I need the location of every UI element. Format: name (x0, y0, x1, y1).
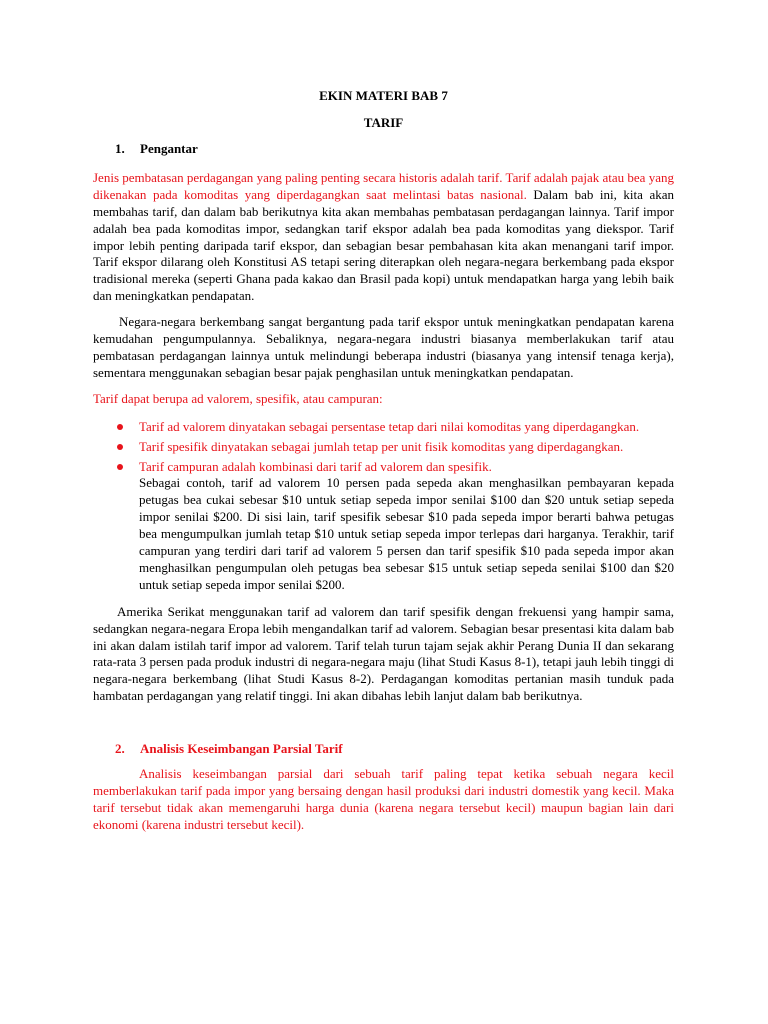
section-1-number: 1. (115, 141, 125, 156)
bullet-icon (117, 424, 123, 430)
list-item-text: Tarif campuran adalah kombinasi dari tarif ad valorem dan spesifik. (139, 458, 492, 474)
section-2-title: Analisis Keseimbangan Parsial Tarif (140, 741, 343, 757)
document-page (93, 84, 674, 834)
tariff-types-list (93, 419, 674, 476)
section-1-heading (115, 141, 674, 158)
section-2-paragraph-1: Analisis keseimbangan parsial dari sebuah tarif paling tepat ketika sebuah negara kecil memberlakukan tarif pada impor yang bersaing dengan hasil produksi dari industri domestik yang kecil. Maka tarif tersebut tidak akan memengaruhi harga dunia (karena negara tersebut kecil) maupun bagian lain dari ekonomi (karena industri tersebut kecil). (93, 766, 674, 832)
document-subtitle: TARIF (363, 115, 404, 130)
tariff-example-paragraph: Sebagai contoh, tarif ad valorem 10 persen pada sepeda akan menghasilkan pembayaran kepada petugas bea cukai sebesar $10 untuk setiap sepeda impor senilai $100 dan $20 untuk setiap sepeda impor senilai $200. Di sisi lain, tarif spesifik sebesar $10 pada sepeda impor berarti bahwa petugas bea mengumpulkan jumlah tetap $10 untuk setiap sepeda impor terlepas dari harganya. Terakhir, tarif campuran yang terdiri dari tarif ad valorem 5 persen dan tarif spesifik $10 pada sepeda impor akan menghasilkan pengumpulan oleh petugas bea sebesar $15 untuk setiap sepeda senilai $100 dan $20 untuk setiap sepeda impor senilai $200. (139, 475, 674, 592)
list-item (139, 459, 674, 476)
list-item (139, 419, 674, 436)
tariff-types-intro: Tarif dapat berupa ad valorem, spesifik, atau campuran: (93, 390, 383, 406)
bullet-icon (117, 464, 123, 470)
list-item-text: Tarif ad valorem dinyatakan sebagai persentase tetap dari nilai komoditas yang diperdagangkan. (139, 418, 640, 434)
list-item-text: Tarif spesifik dinyatakan sebagai jumlah tetap per unit fisik komoditas yang diperdagangkan. (139, 438, 624, 454)
section-1-paragraph-3: Amerika Serikat menggunakan tarif ad valorem dan tarif spesifik dengan frekuensi yang hampir sama, sedangkan negara-negara Eropa lebih mengandalkan tarif ad valorem. Sebagian besar presentasi kita dalam bab ini akan dalam istilah tarif impor ad valorem. Tarif telah turun tajam sejak akhir Perang Dunia II dan sekarang rata-rata 3 persen pada produk industri di negara-negara maju (lihat Studi Kasus 8-1), tetapi jauh lebih tinggi di negara-negara berkembang (lihat Studi Kasus 8-2). Perdagangan komoditas pertanian masih tunduk pada hambatan perdagangan yang relatif tinggi. Ini akan dibahas lebih lanjut dalam bab berikutnya. (93, 603, 674, 704)
bullet-icon (117, 444, 123, 450)
section-1-paragraph-1-rest: Dalam bab ini, kita akan membahas tarif, dan dalam bab berikutnya kita akan membahas pembatasan perdagangan lainnya. Tarif impor adalah bea pada komoditas impor, sedangkan tarif ekspor adalah bea pada komoditas yang diekspor. Tarif impor lebih penting daripada tarif ekspor, dan sebagian besar pembahasan kita akan menangani tarif impor. Tarif ekspor dilarang oleh Konstitusi AS tetapi sering diterapkan oleh negara-negara berkembang pada ekspor tradisional mereka (seperti Ghana pada kakao dan Brasil pada kopi) untuk mendapatkan harga yang lebih baik dan meningkatkan pendapatan. (93, 186, 674, 304)
tariff-definition-highlight: Jenis pembatasan perdagangan yang paling penting secara historis adalah tarif. Tarif adalah pajak atau bea yang dikenakan pada komoditas yang diperdagangkan saat melintasi batas nasional. (93, 169, 674, 202)
section-2-heading (115, 741, 674, 758)
section-2-number: 2. (115, 741, 125, 757)
section-1-title: Pengantar (140, 141, 198, 156)
section-1-paragraph-2: Negara-negara berkembang sangat bergantung pada tarif ekspor untuk meningkatkan pendapatan karena kemudahan pengumpulannya. Sebaliknya, negara-negara industri biasanya memberlakukan tarif atau pembatasan perdagangan lainnya untuk melindungi beberapa industri (biasanya yang intensif tenaga kerja), sementara menggunakan sebagian besar pajak penghasilan untuk meningkatkan pendapatan. (93, 314, 674, 380)
document-title: EKIN MATERI BAB 7 (319, 88, 448, 103)
list-item (139, 439, 674, 456)
section-1-paragraph-1 (93, 170, 674, 305)
